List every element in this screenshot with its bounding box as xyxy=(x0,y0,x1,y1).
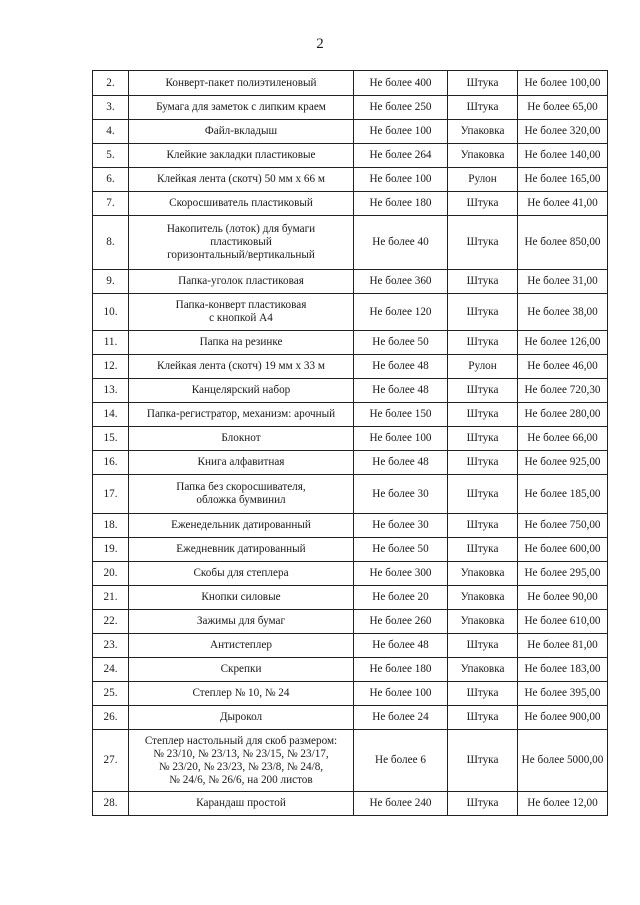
item-quantity: Не более 40 xyxy=(354,216,448,270)
item-unit: Штука xyxy=(448,514,518,538)
table-row xyxy=(93,634,608,658)
item-quantity: Не более 300 xyxy=(354,562,448,586)
item-quantity: Не более 30 xyxy=(354,514,448,538)
item-quantity: Не более 360 xyxy=(354,270,448,294)
item-price: Не более 750,00 xyxy=(518,514,608,538)
item-price: Не более 900,00 xyxy=(518,706,608,730)
table-row xyxy=(93,216,608,270)
item-unit: Штука xyxy=(448,475,518,514)
table-row xyxy=(93,562,608,586)
table-row xyxy=(93,355,608,379)
item-price: Не более 12,00 xyxy=(518,792,608,816)
table-row xyxy=(93,294,608,331)
item-name: Степлер настольный для скоб размером: № 23/10, № 23/13, № 23/15, № 23/17, № 23/20, № 23/23, № 23/8, № 24/8, № 24/6, № 26/6, на 200 листов xyxy=(129,730,354,792)
item-quantity: Не более 150 xyxy=(354,403,448,427)
item-unit: Штука xyxy=(448,792,518,816)
item-quantity: Не более 264 xyxy=(354,144,448,168)
table-row xyxy=(93,730,608,792)
row-number: 24. xyxy=(93,658,129,682)
table-row xyxy=(93,168,608,192)
row-number: 5. xyxy=(93,144,129,168)
item-quantity: Не более 48 xyxy=(354,634,448,658)
item-price: Не более 5000,00 xyxy=(518,730,608,792)
item-name: Канцелярский набор xyxy=(129,379,354,403)
item-quantity: Не более 400 xyxy=(354,71,448,96)
table-row xyxy=(93,586,608,610)
item-unit: Упаковка xyxy=(448,658,518,682)
item-unit: Штука xyxy=(448,216,518,270)
row-number: 20. xyxy=(93,562,129,586)
item-unit: Штука xyxy=(448,331,518,355)
item-unit: Упаковка xyxy=(448,144,518,168)
item-unit: Упаковка xyxy=(448,562,518,586)
item-name: Клейкие закладки пластиковые xyxy=(129,144,354,168)
item-quantity: Не более 20 xyxy=(354,586,448,610)
item-price: Не более 185,00 xyxy=(518,475,608,514)
item-name: Клейкая лента (скотч) 50 мм х 66 м xyxy=(129,168,354,192)
row-number: 6. xyxy=(93,168,129,192)
page-number: 2 xyxy=(316,36,324,52)
item-unit: Штука xyxy=(448,192,518,216)
item-name: Накопитель (лоток) для бумаги пластиковый горизонтальный/вертикальный xyxy=(129,216,354,270)
item-name: Скобы для степлера xyxy=(129,562,354,586)
item-name: Папка на резинке xyxy=(129,331,354,355)
item-name: Папка-регистратор, механизм: арочный xyxy=(129,403,354,427)
item-price: Не более 610,00 xyxy=(518,610,608,634)
item-name: Кнопки силовые xyxy=(129,586,354,610)
item-unit: Штука xyxy=(448,403,518,427)
item-unit: Штука xyxy=(448,294,518,331)
item-price: Не более 395,00 xyxy=(518,682,608,706)
item-name: Ежедневник датированный xyxy=(129,538,354,562)
row-number: 9. xyxy=(93,270,129,294)
item-unit: Штука xyxy=(448,71,518,96)
item-quantity: Не более 180 xyxy=(354,192,448,216)
table-row xyxy=(93,270,608,294)
item-quantity: Не более 50 xyxy=(354,538,448,562)
table-row xyxy=(93,192,608,216)
item-price: Не более 720,30 xyxy=(518,379,608,403)
item-price: Не более 41,00 xyxy=(518,192,608,216)
table-row xyxy=(93,451,608,475)
table-row xyxy=(93,682,608,706)
item-unit: Штука xyxy=(448,682,518,706)
item-quantity: Не более 180 xyxy=(354,658,448,682)
item-name: Зажимы для бумаг xyxy=(129,610,354,634)
item-price: Не более 65,00 xyxy=(518,96,608,120)
item-name: Дырокол xyxy=(129,706,354,730)
item-quantity: Не более 100 xyxy=(354,682,448,706)
item-name: Папка-конверт пластиковая с кнопкой А4 xyxy=(129,294,354,331)
row-number: 8. xyxy=(93,216,129,270)
table-row xyxy=(93,379,608,403)
item-quantity: Не более 100 xyxy=(354,120,448,144)
items-table xyxy=(92,70,608,816)
item-unit: Рулон xyxy=(448,168,518,192)
item-unit: Штука xyxy=(448,451,518,475)
item-unit: Упаковка xyxy=(448,120,518,144)
table-row xyxy=(93,427,608,451)
table-row xyxy=(93,610,608,634)
item-price: Не более 46,00 xyxy=(518,355,608,379)
item-unit: Упаковка xyxy=(448,610,518,634)
item-quantity: Не более 100 xyxy=(354,427,448,451)
row-number: 10. xyxy=(93,294,129,331)
item-quantity: Не более 30 xyxy=(354,475,448,514)
table-row xyxy=(93,71,608,96)
table-row xyxy=(93,475,608,514)
item-price: Не более 295,00 xyxy=(518,562,608,586)
item-price: Не более 600,00 xyxy=(518,538,608,562)
item-unit: Рулон xyxy=(448,355,518,379)
row-number: 7. xyxy=(93,192,129,216)
item-name: Скоросшиватель пластиковый xyxy=(129,192,354,216)
table-row xyxy=(93,144,608,168)
row-number: 3. xyxy=(93,96,129,120)
row-number: 28. xyxy=(93,792,129,816)
row-number: 23. xyxy=(93,634,129,658)
item-name: Конверт-пакет полиэтиленовый xyxy=(129,71,354,96)
item-quantity: Не более 6 xyxy=(354,730,448,792)
item-name: Карандаш простой xyxy=(129,792,354,816)
item-price: Не более 31,00 xyxy=(518,270,608,294)
row-number: 26. xyxy=(93,706,129,730)
table-row xyxy=(93,403,608,427)
item-quantity: Не более 50 xyxy=(354,331,448,355)
item-name: Папка-уголок пластиковая xyxy=(129,270,354,294)
item-name: Файл-вкладыш xyxy=(129,120,354,144)
item-quantity: Не более 100 xyxy=(354,168,448,192)
item-unit: Штука xyxy=(448,96,518,120)
row-number: 18. xyxy=(93,514,129,538)
item-unit: Штука xyxy=(448,270,518,294)
item-unit: Штука xyxy=(448,706,518,730)
item-price: Не более 183,00 xyxy=(518,658,608,682)
item-name: Клейкая лента (скотч) 19 мм х 33 м xyxy=(129,355,354,379)
item-quantity: Не более 24 xyxy=(354,706,448,730)
table-row xyxy=(93,706,608,730)
item-price: Не более 81,00 xyxy=(518,634,608,658)
item-name: Еженедельник датированный xyxy=(129,514,354,538)
item-unit: Штука xyxy=(448,634,518,658)
table-row xyxy=(93,331,608,355)
table-row xyxy=(93,792,608,816)
item-price: Не более 925,00 xyxy=(518,451,608,475)
item-name: Блокнот xyxy=(129,427,354,451)
row-number: 19. xyxy=(93,538,129,562)
row-number: 14. xyxy=(93,403,129,427)
item-quantity: Не более 250 xyxy=(354,96,448,120)
item-price: Не более 90,00 xyxy=(518,586,608,610)
item-unit: Штука xyxy=(448,427,518,451)
item-price: Не более 126,00 xyxy=(518,331,608,355)
item-quantity: Не более 120 xyxy=(354,294,448,331)
item-unit: Штука xyxy=(448,730,518,792)
item-quantity: Не более 240 xyxy=(354,792,448,816)
item-name: Скрепки xyxy=(129,658,354,682)
row-number: 25. xyxy=(93,682,129,706)
table-row xyxy=(93,658,608,682)
row-number: 27. xyxy=(93,730,129,792)
item-quantity: Не более 48 xyxy=(354,451,448,475)
row-number: 13. xyxy=(93,379,129,403)
item-price: Не более 850,00 xyxy=(518,216,608,270)
item-name: Папка без скоросшивателя, обложка бумвинил xyxy=(129,475,354,514)
table-row xyxy=(93,538,608,562)
item-quantity: Не более 48 xyxy=(354,355,448,379)
table-row xyxy=(93,514,608,538)
item-price: Не более 140,00 xyxy=(518,144,608,168)
item-quantity: Не более 48 xyxy=(354,379,448,403)
row-number: 12. xyxy=(93,355,129,379)
item-unit: Упаковка xyxy=(448,586,518,610)
row-number: 4. xyxy=(93,120,129,144)
item-unit: Штука xyxy=(448,379,518,403)
row-number: 11. xyxy=(93,331,129,355)
item-price: Не более 100,00 xyxy=(518,71,608,96)
item-name: Бумага для заметок с липким краем xyxy=(129,96,354,120)
item-price: Не более 66,00 xyxy=(518,427,608,451)
item-price: Не более 38,00 xyxy=(518,294,608,331)
row-number: 21. xyxy=(93,586,129,610)
item-name: Книга алфавитная xyxy=(129,451,354,475)
item-name: Антистеплер xyxy=(129,634,354,658)
item-price: Не более 280,00 xyxy=(518,403,608,427)
row-number: 17. xyxy=(93,475,129,514)
items-table-body xyxy=(93,71,608,816)
table-row xyxy=(93,96,608,120)
row-number: 22. xyxy=(93,610,129,634)
item-quantity: Не более 260 xyxy=(354,610,448,634)
row-number: 16. xyxy=(93,451,129,475)
item-price: Не более 320,00 xyxy=(518,120,608,144)
table-row xyxy=(93,120,608,144)
item-unit: Штука xyxy=(448,538,518,562)
item-price: Не более 165,00 xyxy=(518,168,608,192)
item-name: Степлер № 10, № 24 xyxy=(129,682,354,706)
row-number: 15. xyxy=(93,427,129,451)
row-number: 2. xyxy=(93,71,129,96)
